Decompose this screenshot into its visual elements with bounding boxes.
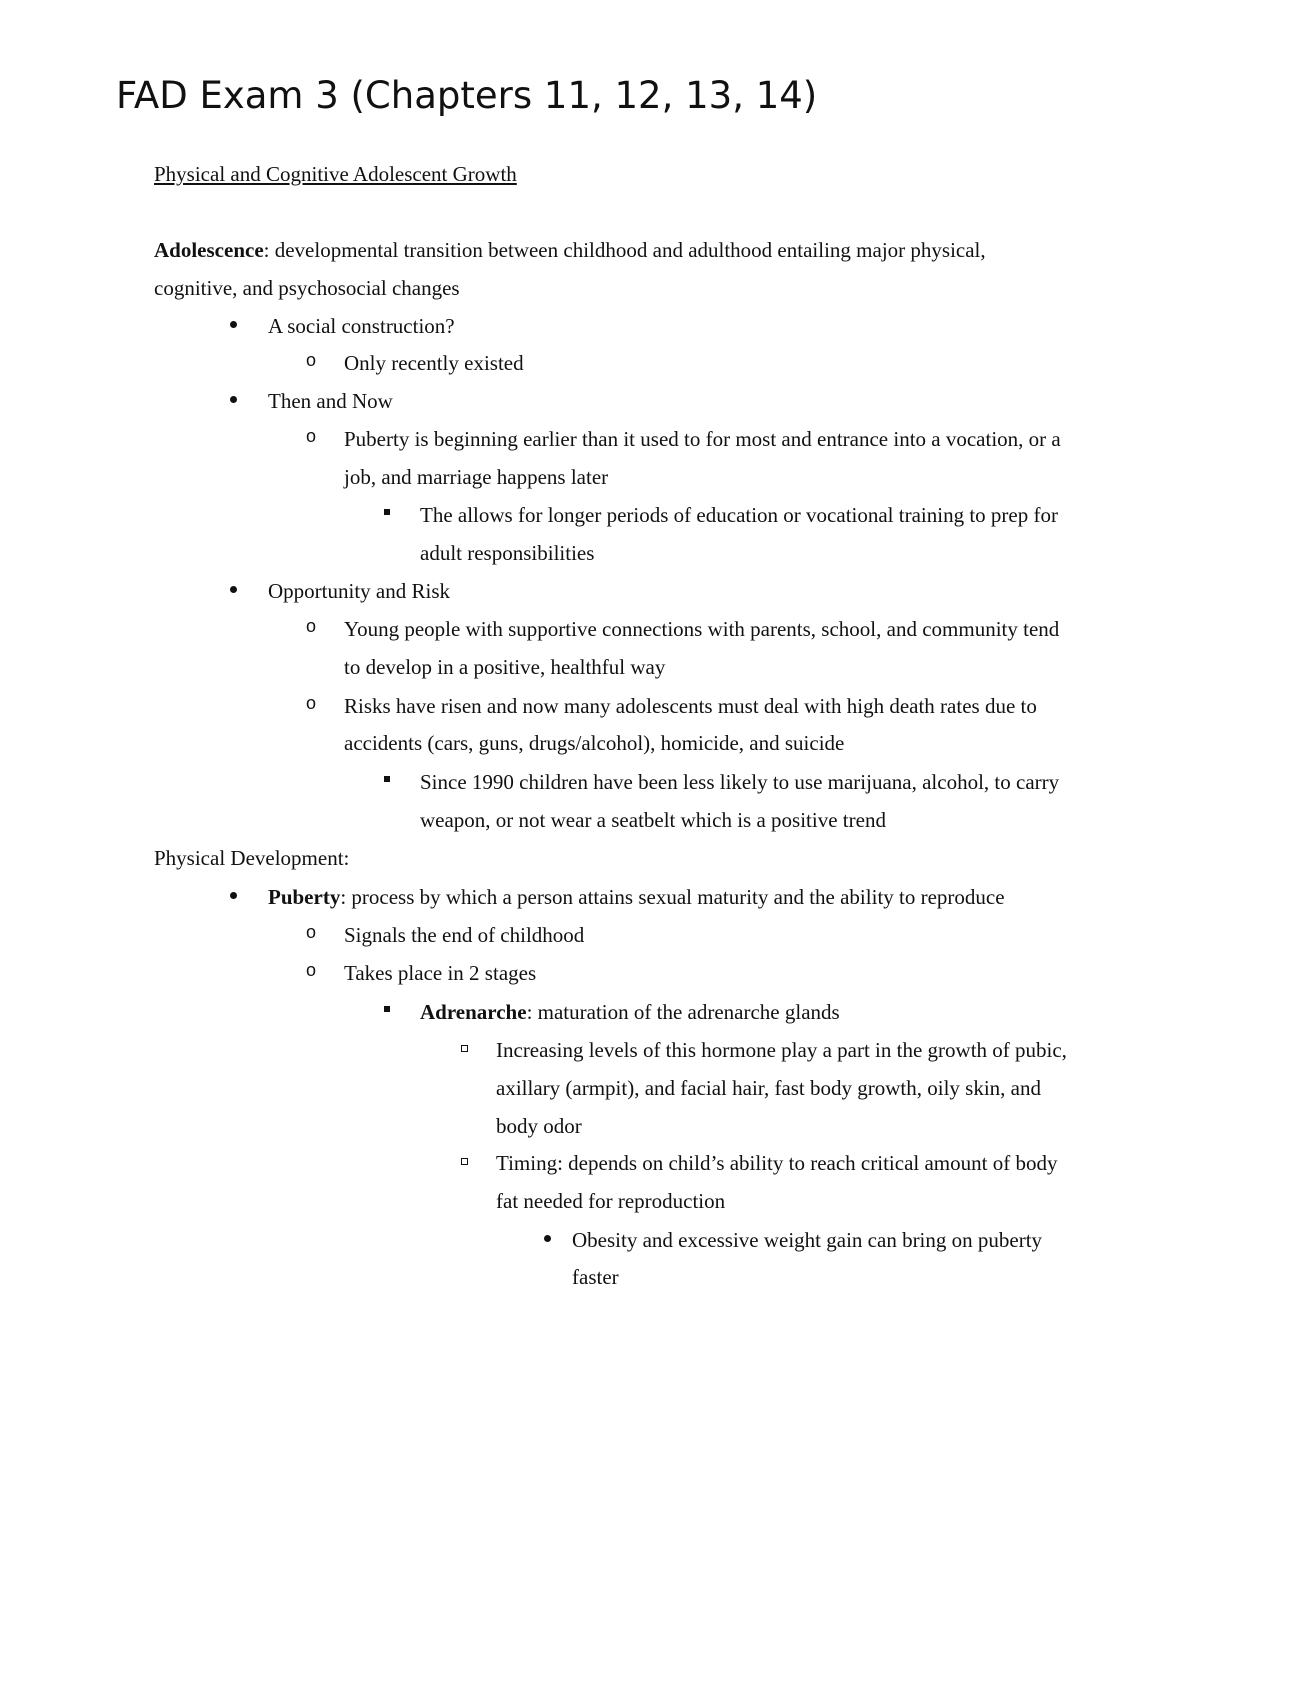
list-item-cont: accidents (cars, guns, drugs/alcohol), homicide, and suicide	[344, 731, 845, 755]
list-item-cont: weapon, or not wear a seatbelt which is a positive trend	[420, 808, 886, 832]
bullet-hollow-square	[461, 1158, 468, 1165]
list-item-cont: faster	[572, 1265, 619, 1289]
bullet-disc	[544, 1235, 551, 1242]
list-item: Takes place in 2 stages	[344, 961, 537, 985]
bullet-hollow-square	[461, 1045, 468, 1052]
bullet-square	[384, 776, 390, 782]
bullet-disc	[230, 321, 237, 328]
document-title: FAD Exam 3 (Chapters 11, 12, 13, 14)	[116, 74, 818, 117]
list-item-cont: fat needed for reproduction	[496, 1189, 726, 1213]
list-item: Signals the end of childhood	[344, 923, 585, 947]
adrenarche-definition-text: : maturation of the adrenarche glands	[526, 1000, 840, 1024]
bullet-disc	[230, 892, 237, 899]
bullet-disc	[230, 396, 237, 403]
list-item: Puberty is beginning earlier than it used to for most and entrance into a vocation, or a	[344, 427, 1061, 451]
bullet-ring: o	[306, 693, 317, 713]
list-item: Only recently existed	[344, 351, 524, 375]
adrenarche-definition	[420, 1002, 840, 1023]
list-item-cont: adult responsibilities	[420, 541, 595, 565]
bullet-ring: o	[306, 350, 317, 370]
adolescence-definition	[154, 240, 986, 261]
list-item: Obesity and excessive weight gain can bring on puberty	[572, 1228, 1043, 1252]
section-heading: Physical and Cognitive Adolescent Growth	[154, 162, 517, 186]
bullet-ring: o	[306, 922, 317, 942]
bullet-disc	[230, 586, 237, 593]
puberty-definition-text: : process by which a person attains sexual maturity and the ability to reproduce	[340, 885, 1005, 909]
list-item: Timing: depends on child’s ability to reach critical amount of body	[496, 1151, 1058, 1175]
bullet-square	[384, 1006, 390, 1012]
bullet-square	[384, 509, 390, 515]
bullet-ring: o	[306, 616, 317, 636]
list-item: Young people with supportive connections with parents, school, and community tend	[344, 617, 1060, 641]
list-item-cont: body odor	[496, 1114, 582, 1138]
list-item: Risks have risen and now many adolescents must deal with high death rates due to	[344, 694, 1037, 718]
list-item-cont: job, and marriage happens later	[344, 465, 609, 489]
bullet-ring: o	[306, 960, 317, 980]
list-item: Increasing levels of this hormone play a part in the growth of pubic,	[496, 1038, 1067, 1062]
list-item: Then and Now	[268, 389, 393, 413]
list-item: Since 1990 children have been less likely to use marijuana, alcohol, to carry	[420, 770, 1060, 794]
adolescence-definition-cont: cognitive, and psychosocial changes	[154, 276, 460, 300]
adrenarche-term: Adrenarche	[420, 1000, 527, 1024]
adolescence-definition-text: : developmental transition between childhood and adulthood entailing major physical,	[263, 238, 986, 262]
bullet-ring: o	[306, 426, 317, 446]
adolescence-term: Adolescence	[154, 238, 264, 262]
physical-development-heading: Physical Development:	[154, 846, 350, 870]
puberty-term: Puberty	[268, 885, 341, 909]
list-item: The allows for longer periods of education or vocational training to prep for	[420, 503, 1058, 527]
list-item: A social construction?	[268, 314, 455, 338]
list-item-cont: axillary (armpit), and facial hair, fast body growth, oily skin, and	[496, 1076, 1042, 1100]
puberty-definition	[268, 887, 1005, 908]
list-item: Opportunity and Risk	[268, 579, 450, 603]
list-item-cont: to develop in a positive, healthful way	[344, 655, 666, 679]
